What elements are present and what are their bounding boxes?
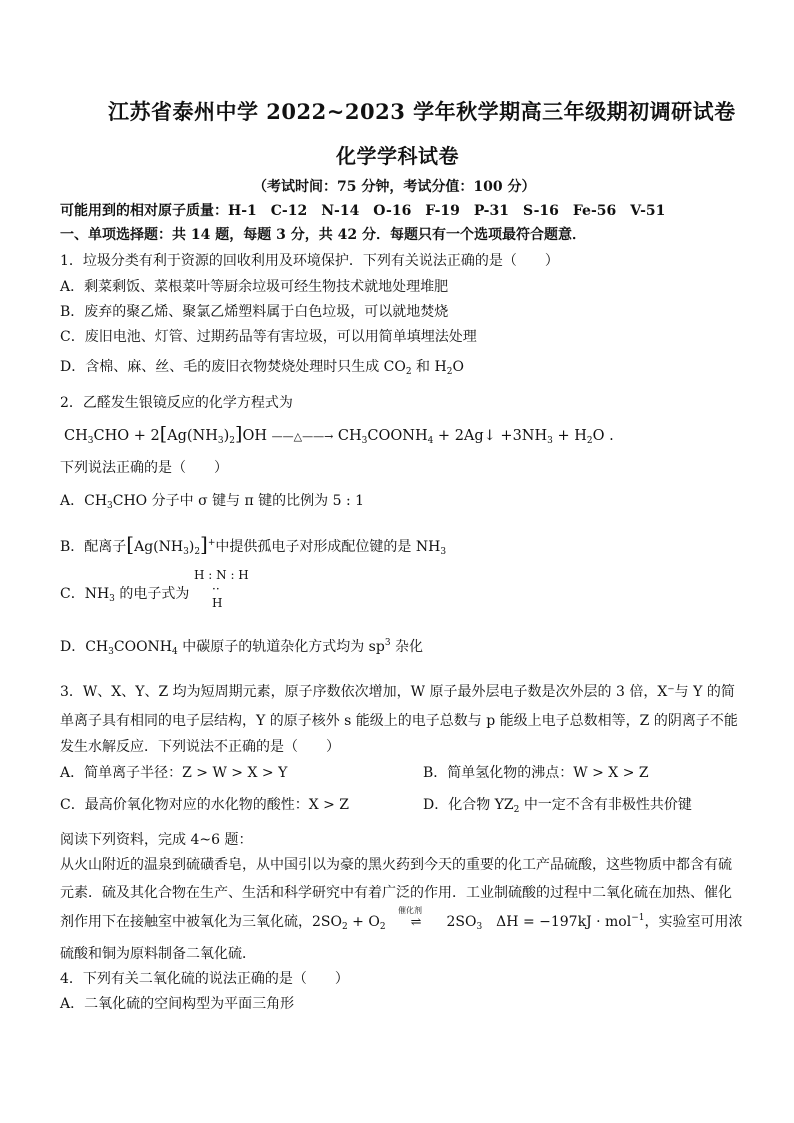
q1-stem: 1．垃圾分类有利于资源的回收利用及环境保护．下列有关说法正确的是（ ）	[60, 253, 559, 269]
subject-title: 化学学科试卷	[336, 144, 459, 168]
nh3-lewis-structure: H : N : H ·· H	[194, 568, 249, 610]
q3-line2: 单离子具有相同的电子层结构，Y 的原子核外 s 能级上的电子总数与 p 能级上电子总数相等，Z 的阴离子不能	[60, 713, 738, 729]
q2-option-c: C．$NH_3$ 的电子式为	[60, 586, 190, 604]
section-heading: 一、单项选择题：共 14 题，每题 3 分，共 42 分．每题只有一个选项最符合题意．	[60, 227, 586, 243]
q4-stem: 4．下列有关二氧化硫的说法正确的是（ ）	[60, 971, 349, 987]
q1-option-d: D．含棉、麻、丝、毛的废旧衣物焚烧处理时只生成 $CO_2$ 和 $H_2O$	[60, 359, 464, 377]
q2-option-d: D．$CH_3COONH_4$ 中碳原子的轨道杂化方式均为 $sp^3$ 杂化	[60, 638, 423, 657]
reading-line4: 硫酸和铜为原料制备二氧化硫．	[60, 946, 256, 962]
q3-option-d: D．化合物 $YZ_2$ 中一定不含有非极性共价键	[423, 797, 692, 815]
q2-option-a: A．$CH_3CHO$ 分子中 σ 键与 π 键的比例为 5 : 1	[60, 493, 365, 511]
q3-line3: 发生水解反应．下列说法不正确的是（ ）	[60, 739, 340, 755]
q3-option-b: B．简单氢化物的沸点：W > X > Z	[423, 765, 649, 781]
q3-option-c: C．最高价氧化物对应的水化物的酸性：X > Z	[60, 797, 350, 813]
q2-ask: 下列说法正确的是（ ）	[60, 460, 228, 476]
q2-equation: $CH_3CHO + 2[Ag(NH_3)_2]OH$ ——△——→ $CH_3COONH_4$ + 2Ag↓ $+3NH_3 + H_2O$ .	[64, 423, 614, 446]
exam-info: （考试时间：75 分钟，考试分值：100 分）	[253, 179, 536, 195]
reading-intro: 阅读下列资料，完成 4~6 题：	[60, 832, 253, 848]
q2-option-b: B．配离子$[Ag(NH_3)_2]^+$中提供孤电子对形成配位键的是 $NH_3$	[60, 532, 447, 557]
reading-line3: 剂作用下在接触室中被氧化为三氧化硫，$2SO_2 + O_2$ 催化剂 ⇌ $2SO_3$ ΔH = −197kJ · mol$^{-1}$，实验室可用浓	[60, 906, 743, 932]
q4-option-a: A．二氧化硫的空间构型为平面三角形	[60, 996, 295, 1012]
q2-stem: 2．乙醛发生银镜反应的化学方程式为	[60, 395, 293, 411]
q3-option-a: A．简单离子半径：Z > W > X > Y	[60, 765, 288, 781]
q1-option-b: B．废弃的聚乙烯、聚氯乙烯塑料属于白色垃圾，可以就地焚烧	[60, 304, 449, 320]
exam-title: 江苏省泰州中学 2022~2023 学年秋学期高三年级期初调研试卷	[108, 99, 736, 124]
q1-option-c: C．废旧电池、灯管、过期药品等有害垃圾，可以用简单填埋法处理	[60, 329, 477, 345]
atomic-masses: 可能用到的相对原子质量：H-1 C-12 N-14 O-16 F-19 P-31 S-16 Fe-56 V-51	[60, 203, 666, 219]
reading-line2: 元素．硫及其化合物在生产、生活和科学研究中有着广泛的作用．工业制硫酸的过程中二氧化硫在加热、催化	[60, 885, 732, 901]
q1-option-a: A．剩菜剩饭、菜根菜叶等厨余垃圾可经生物技术就地处理堆肥	[60, 279, 449, 295]
reading-line1: 从火山附近的温泉到硫磺香皂，从中国引以为豪的黑火药到今天的重要的化工产品硫酸，这些物质中都含有硫	[60, 857, 732, 873]
q3-line1: 3．W、X、Y、Z 均为短周期元素，原子序数依次增加，W 原子最外层电子数是次外层的 3 倍，X⁻与 Y 的简	[60, 684, 735, 700]
